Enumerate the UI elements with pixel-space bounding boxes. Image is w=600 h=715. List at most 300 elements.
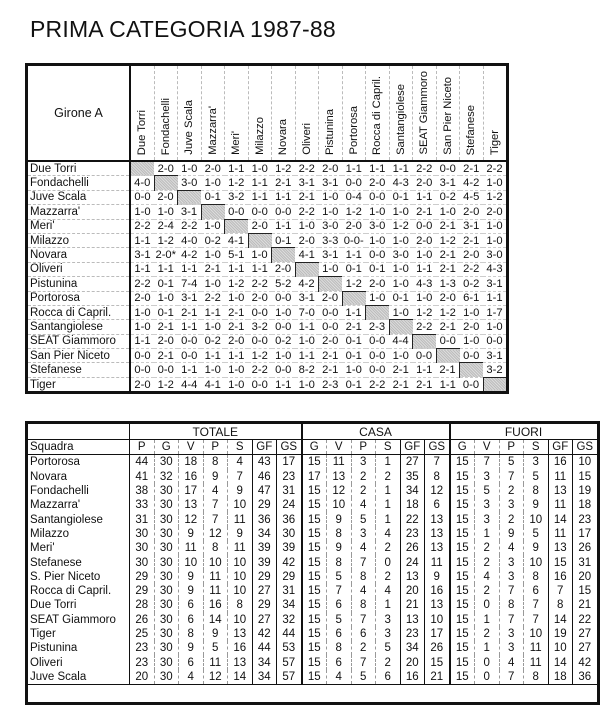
totale-value: 6	[179, 598, 204, 612]
fuori-value: 5	[475, 484, 500, 498]
header-casa: G	[302, 440, 327, 455]
fuori-value: 10	[524, 627, 549, 641]
result-cell: 0-0	[366, 349, 390, 363]
result-cell: 2-3	[366, 320, 390, 334]
result-cell: 0-0	[178, 334, 202, 348]
result-cell: 2-0	[366, 277, 390, 291]
result-cell: 1-0	[295, 219, 319, 233]
result-cell: 2-0*	[155, 249, 177, 262]
fuori-value: 4	[475, 570, 500, 584]
result-cell: 1-0	[389, 349, 413, 363]
column-header	[319, 65, 343, 162]
result-cell: 2-2	[460, 262, 484, 276]
casa-value: 27	[400, 455, 425, 470]
result-cell: 2-1	[460, 161, 484, 176]
result-cell: 2-0	[225, 334, 249, 348]
result-cell: 1-0	[319, 205, 343, 219]
totale-value: 39	[277, 541, 302, 555]
result-cell: 4-2	[460, 176, 484, 190]
result-cell: 2-1	[389, 363, 413, 377]
diagonal-cell	[366, 305, 390, 319]
casa-value: 17	[302, 470, 327, 484]
casa-value: 3	[376, 627, 401, 641]
casa-value: 11	[327, 455, 352, 470]
fuori-value: 2	[475, 584, 500, 598]
result-cell: 2-2	[295, 205, 319, 219]
result-cell: 1-0	[130, 305, 154, 319]
totale-value: 30	[154, 670, 179, 685]
result-cell: 5-1	[225, 248, 249, 262]
casa-value: 7	[327, 584, 352, 598]
diagonal-cell	[483, 377, 508, 392]
column-header	[248, 65, 272, 162]
totale-value: 6	[179, 655, 204, 669]
result-cell: 1-0	[366, 205, 390, 219]
result-cell: 1-1	[248, 176, 272, 190]
fuori-value: 3	[475, 498, 500, 512]
column-header-label: Due Torri	[136, 109, 149, 155]
totale-value: 30	[154, 598, 179, 612]
casa-value: 15	[302, 598, 327, 612]
result-cell: 3-1	[483, 277, 508, 291]
column-header	[460, 65, 484, 162]
totale-value: 30	[130, 541, 155, 555]
result-cell: 1-1	[130, 334, 154, 348]
totale-value: 13	[179, 498, 204, 512]
totale-value: 10	[228, 584, 253, 598]
matrix-corner-label: Girone A	[27, 65, 131, 162]
result-cell: 0-0	[366, 248, 390, 262]
totale-value: 32	[277, 613, 302, 627]
casa-value: 2	[351, 641, 376, 655]
result-cell: 0-0	[319, 320, 343, 334]
fuori-value: 16	[548, 570, 573, 584]
matrix-row	[27, 291, 508, 305]
result-cell: 2-2	[366, 377, 390, 392]
totale-value: 11	[203, 570, 228, 584]
result-cell: 0-0	[366, 190, 390, 204]
result-cell: 2-0	[248, 291, 272, 305]
column-header	[413, 65, 437, 162]
casa-value: 15	[302, 512, 327, 526]
row-team-name: Fondachelli	[27, 176, 131, 190]
result-cell: 1-0	[225, 291, 249, 305]
totale-value: 7	[228, 470, 253, 484]
casa-value: 21	[425, 670, 450, 685]
result-cell: 1-2	[272, 161, 296, 176]
totale-value: 16	[179, 470, 204, 484]
result-cell: 3-1	[319, 248, 343, 262]
fuori-value: 14	[548, 613, 573, 627]
result-cell: 1-2	[436, 233, 460, 247]
row-team-name: Milazzo	[27, 233, 131, 247]
fuori-value: 11	[548, 470, 573, 484]
totale-value: 10	[228, 570, 253, 584]
totale-value: 10	[203, 555, 228, 569]
row-team-name: Santangiolese	[27, 320, 131, 334]
totale-value: 9	[179, 584, 204, 598]
totale-value: 4	[228, 455, 253, 470]
casa-value: 13	[425, 512, 450, 526]
casa-value: 34	[400, 641, 425, 655]
result-cell: 1-2	[342, 277, 366, 291]
result-cell: 0-0	[272, 205, 296, 219]
result-cell: 3-0	[178, 176, 202, 190]
totale-value: 27	[252, 584, 277, 598]
result-cell: 4-2	[178, 248, 202, 262]
casa-value: 15	[302, 455, 327, 470]
totale-value: 7	[203, 512, 228, 526]
result-cell: 1-0	[295, 377, 319, 392]
result-cell: 0-2	[201, 334, 225, 348]
result-cell: 3-1	[295, 176, 319, 190]
header-totale: S	[228, 440, 253, 455]
column-header-label: Stefanese	[465, 104, 478, 155]
header-casa: V	[327, 440, 352, 455]
result-cell: 1-0	[389, 305, 413, 319]
casa-value: 4	[351, 541, 376, 555]
matrix-row	[27, 320, 508, 334]
fuori-value: 7	[475, 455, 500, 470]
standings-row	[27, 541, 599, 555]
header-totale: GF	[252, 440, 277, 455]
result-cell: 1-1	[342, 305, 366, 319]
result-cell: 1-1	[178, 363, 202, 377]
casa-value: 6	[327, 627, 352, 641]
result-cell: 1-3	[436, 277, 460, 291]
diagonal-cell	[295, 262, 319, 276]
result-cell: 1-0	[483, 233, 508, 247]
result-cell: 4-5	[460, 190, 484, 204]
column-header-label: Portorosa	[347, 106, 360, 155]
fuori-value: 15	[450, 512, 475, 526]
totale-value: 9	[179, 570, 204, 584]
result-cell: 4-4	[389, 334, 413, 348]
result-cell: 1-1	[413, 363, 437, 377]
totale-value: 12	[203, 670, 228, 685]
casa-value: 8	[327, 641, 352, 655]
result-cell: 0-0	[436, 161, 460, 176]
totale-value: 34	[252, 527, 277, 541]
result-cell: 1-2	[225, 277, 249, 291]
column-header	[201, 65, 225, 162]
fuori-value: 6	[524, 584, 549, 598]
totale-value: 30	[154, 484, 179, 498]
fuori-value: 21	[573, 598, 599, 612]
totale-value: 44	[252, 641, 277, 655]
fuori-value: 3	[524, 455, 549, 470]
result-cell: 1-2	[248, 349, 272, 363]
result-cell: 1-0	[413, 248, 437, 262]
result-cell: 0-1	[272, 233, 296, 247]
fuori-value: 15	[450, 570, 475, 584]
fuori-value: 0	[475, 670, 500, 685]
result-cell: 1-0	[413, 291, 437, 305]
matrix-row	[27, 176, 508, 190]
casa-value: 8	[327, 527, 352, 541]
result-cell: 2-0	[460, 320, 484, 334]
team-name: Pistunina	[27, 641, 130, 655]
totale-value: 31	[277, 584, 302, 598]
result-cell: 7-4	[178, 277, 202, 291]
totale-value: 24	[277, 498, 302, 512]
result-cell: 1-1	[436, 377, 460, 392]
diagonal-cell	[272, 248, 296, 262]
result-cell: 2-2	[483, 161, 508, 176]
result-cell: 4-1	[225, 233, 249, 247]
fuori-value: 10	[573, 455, 599, 470]
result-cell: 1-0	[272, 349, 296, 363]
standings-row	[27, 570, 599, 584]
matrix-row	[27, 190, 508, 204]
result-cell: 1-0	[483, 176, 508, 190]
result-cell: 3-2	[248, 320, 272, 334]
blank-footer-cell	[27, 685, 599, 704]
totale-value: 11	[228, 512, 253, 526]
totale-value: 47	[252, 484, 277, 498]
group-casa: CASA	[302, 423, 450, 440]
totale-value: 29	[252, 498, 277, 512]
matrix-row	[27, 248, 508, 262]
casa-value: 3	[376, 613, 401, 627]
totale-value: 9	[203, 470, 228, 484]
totale-value: 17	[179, 484, 204, 498]
casa-value: 6	[351, 627, 376, 641]
casa-value: 7	[425, 455, 450, 470]
result-cell: 4-3	[483, 262, 508, 276]
team-name: Tiger	[27, 627, 130, 641]
casa-value: 13	[425, 598, 450, 612]
casa-value: 5	[327, 613, 352, 627]
result-cell: 0-2	[460, 277, 484, 291]
totale-value: 23	[130, 655, 155, 669]
result-cell: 2-2	[130, 277, 154, 291]
result-cell: 1-0	[389, 277, 413, 291]
column-header	[225, 65, 249, 162]
fuori-value: 8	[548, 598, 573, 612]
result-cell: 2-1	[272, 176, 296, 190]
result-cell: 0-1	[366, 262, 390, 276]
result-cell: 0-2	[201, 233, 225, 247]
fuori-value: 31	[573, 555, 599, 569]
result-cell: 2-0	[342, 219, 366, 233]
result-cell: 1-0	[201, 248, 225, 262]
fuori-value: 16	[548, 455, 573, 470]
header-totale: P	[203, 440, 228, 455]
group-totale: TOTALE	[130, 423, 302, 440]
totale-value: 12	[203, 527, 228, 541]
result-cell: 1-2	[154, 233, 178, 247]
result-cell: 1-0	[154, 291, 178, 305]
header-totale: G	[154, 440, 179, 455]
result-cell: 3-1	[319, 176, 343, 190]
totale-value: 26	[130, 613, 155, 627]
result-cell: 2-3	[319, 377, 343, 392]
row-team-name: San Pier Niceto	[27, 349, 131, 363]
totale-value: 29	[252, 570, 277, 584]
fuori-value: 17	[573, 527, 599, 541]
diagonal-cell	[389, 320, 413, 334]
diagonal-cell	[154, 176, 178, 190]
casa-value: 20	[400, 584, 425, 598]
casa-value: 4	[351, 498, 376, 512]
result-cell: 0-0	[248, 377, 272, 392]
totale-value: 42	[252, 627, 277, 641]
team-name: Oliveri	[27, 655, 130, 669]
totale-value: 18	[179, 455, 204, 470]
header-fuori: G	[450, 440, 475, 455]
result-cell: 4-1	[295, 248, 319, 262]
totale-value: 34	[277, 598, 302, 612]
result-cell: 1-0	[436, 205, 460, 219]
fuori-value: 11	[548, 527, 573, 541]
fuori-value: 13	[548, 484, 573, 498]
team-name: Milazzo	[27, 527, 130, 541]
result-cell: 4-2	[295, 277, 319, 291]
fuori-value: 7	[499, 613, 524, 627]
result-cell: 0-0	[319, 305, 343, 319]
result-cell: 3-0	[483, 248, 508, 262]
result-cell: 7-0	[295, 305, 319, 319]
casa-value: 9	[327, 541, 352, 555]
totale-value: 53	[277, 641, 302, 655]
result-cell: 1-1	[130, 233, 154, 247]
result-cell: 1-1	[272, 190, 296, 204]
column-header-label: Mazzarra'	[206, 106, 219, 155]
casa-value: 15	[302, 527, 327, 541]
fuori-value: 36	[573, 670, 599, 685]
fuori-value: 27	[573, 641, 599, 655]
result-cell: 2-1	[154, 349, 178, 363]
fuori-value: 5	[524, 470, 549, 484]
result-cell: 1-1	[295, 349, 319, 363]
result-cell: 2-1	[201, 262, 225, 276]
result-cell: 0-0	[366, 363, 390, 377]
casa-value: 34	[400, 484, 425, 498]
row-team-name: Due Torri	[27, 161, 131, 176]
column-header-label: SEAT Giammoro	[418, 71, 431, 155]
column-header	[342, 65, 366, 162]
totale-value: 14	[228, 670, 253, 685]
fuori-value: 8	[524, 484, 549, 498]
header-casa: GS	[425, 440, 450, 455]
result-cell: 0-4	[342, 190, 366, 204]
fuori-value: 15	[450, 498, 475, 512]
fuori-value: 14	[548, 655, 573, 669]
fuori-value: 15	[450, 670, 475, 685]
casa-value: 2	[351, 484, 376, 498]
totale-value: 8	[228, 598, 253, 612]
result-cell: 2-0	[413, 233, 437, 247]
result-cell: 1-0	[248, 248, 272, 262]
result-cell: 0-1	[389, 291, 413, 305]
column-header-label: Rocca di Capril.	[371, 76, 384, 155]
result-cell: 2-1	[342, 320, 366, 334]
result-cell: 0-0	[436, 334, 460, 348]
fuori-value: 1	[475, 527, 500, 541]
result-cell: 2-1	[178, 305, 202, 319]
result-cell: 1-1	[248, 262, 272, 276]
result-cell: 0-1	[201, 190, 225, 204]
standings-row	[27, 527, 599, 541]
fuori-value: 3	[475, 512, 500, 526]
fuori-value: 22	[573, 613, 599, 627]
casa-value: 15	[302, 541, 327, 555]
casa-value: 1	[376, 455, 401, 470]
result-cell: 8-2	[295, 363, 319, 377]
fuori-value: 3	[499, 555, 524, 569]
casa-value: 26	[400, 541, 425, 555]
totale-value: 30	[154, 627, 179, 641]
result-cell: 2-2	[130, 219, 154, 233]
fuori-value: 3	[499, 627, 524, 641]
fuori-value: 2	[499, 512, 524, 526]
casa-value: 15	[302, 498, 327, 512]
standings-row	[27, 455, 599, 470]
totale-value: 25	[130, 627, 155, 641]
totale-value: 33	[130, 498, 155, 512]
team-name: Mazzarra'	[27, 498, 130, 512]
fuori-value: 15	[450, 541, 475, 555]
standings-row	[27, 613, 599, 627]
totale-value: 31	[277, 484, 302, 498]
team-name: Fondachelli	[27, 484, 130, 498]
totale-value: 29	[130, 570, 155, 584]
casa-value: 23	[400, 527, 425, 541]
totale-value: 30	[154, 613, 179, 627]
totale-value: 16	[228, 641, 253, 655]
result-cell: 2-0	[460, 248, 484, 262]
result-cell: 1-1	[225, 262, 249, 276]
standings-row	[27, 655, 599, 669]
totale-value: 30	[154, 455, 179, 470]
result-cell: 2-0	[130, 377, 154, 392]
result-cell: 1-2	[436, 305, 460, 319]
totale-value: 30	[154, 512, 179, 526]
casa-value: 10	[327, 498, 352, 512]
standings-row	[27, 627, 599, 641]
result-cell: 0-0	[272, 320, 296, 334]
standings-group-row	[27, 423, 599, 440]
result-cell: 0-1	[342, 334, 366, 348]
result-cell: 0-0	[460, 377, 484, 392]
casa-value: 16	[400, 670, 425, 685]
result-cell: 1-0	[154, 205, 178, 219]
result-cell: 1-1	[483, 291, 508, 305]
fuori-value: 15	[450, 598, 475, 612]
result-cell: 2-1	[413, 205, 437, 219]
casa-value: 23	[400, 627, 425, 641]
casa-value: 16	[425, 584, 450, 598]
result-cell: 1-0	[201, 277, 225, 291]
totale-value: 11	[203, 655, 228, 669]
totale-value: 8	[203, 455, 228, 470]
totale-value: 43	[252, 455, 277, 470]
result-cell: 1-1	[248, 190, 272, 204]
fuori-value: 15	[573, 584, 599, 598]
fuori-value: 7	[499, 470, 524, 484]
totale-value: 30	[154, 555, 179, 569]
fuori-value: 2	[499, 484, 524, 498]
result-cell: 3-1	[178, 205, 202, 219]
result-cell: 2-2	[201, 291, 225, 305]
diagonal-cell	[248, 233, 272, 247]
result-cell: 3-0	[389, 248, 413, 262]
result-cell: 1-1	[272, 219, 296, 233]
casa-value: 13	[400, 570, 425, 584]
result-cell: 1-0	[342, 363, 366, 377]
header-fuori: GF	[548, 440, 573, 455]
